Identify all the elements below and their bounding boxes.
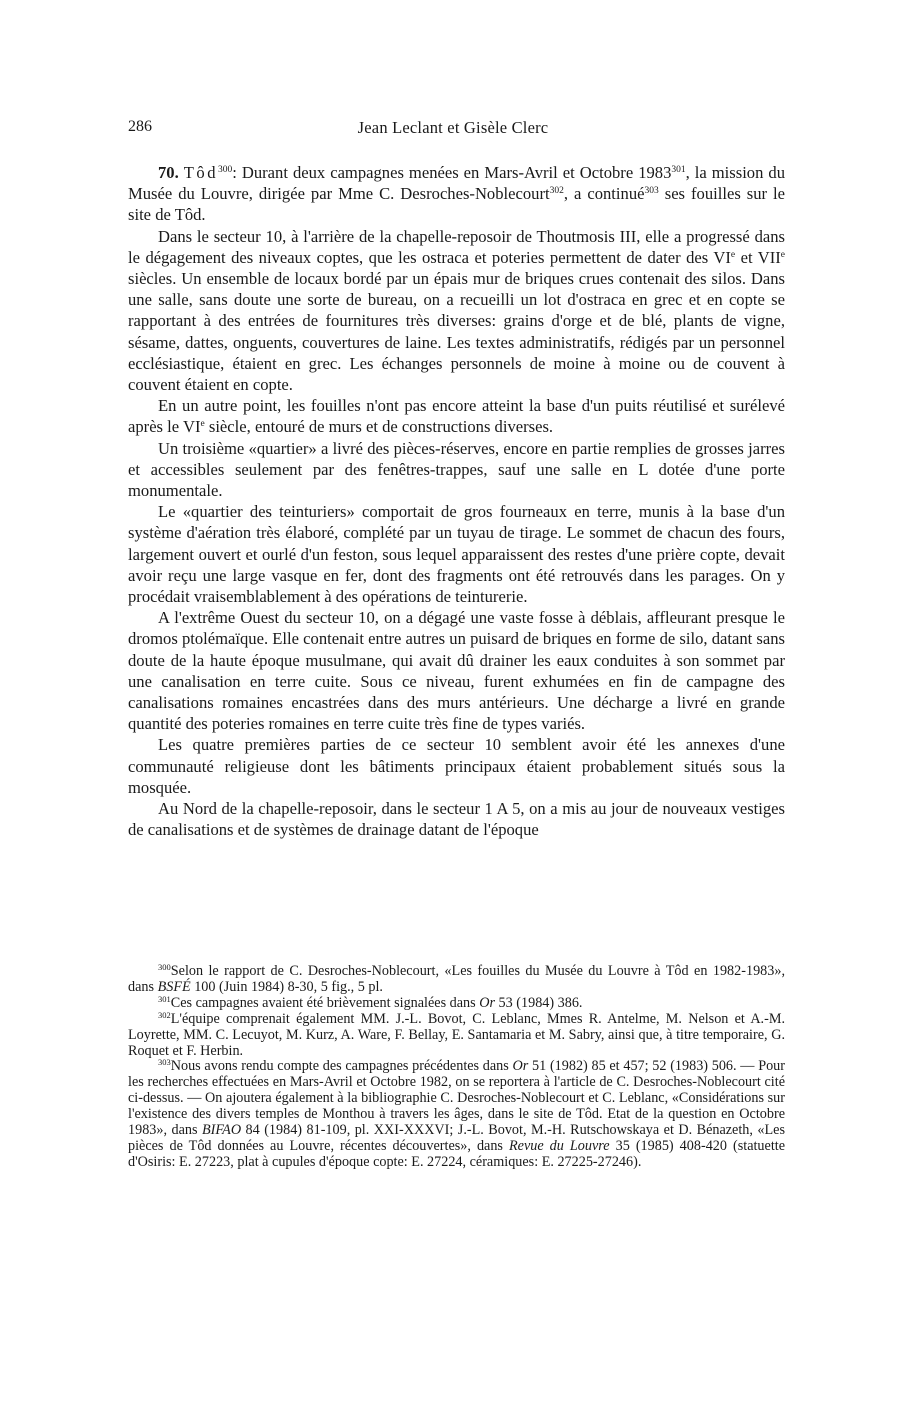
footnote-ref: 300 [218, 165, 233, 175]
journal-title: BIFAO [201, 1122, 242, 1139]
main-text [128, 162, 785, 841]
footnote-ref: 302 [549, 186, 564, 197]
footnote-number: 301 [158, 993, 171, 1004]
journal-title: BSFÉ [157, 978, 191, 995]
paragraph-text: , a continué [563, 184, 645, 204]
journal-title: Or [512, 1058, 529, 1075]
paragraph-text: , la mission du Musée du Louvre, dirigée par Mme C. Desroches-Noblecourt [128, 163, 786, 204]
footnote-text: 35 (1985) 408-420 (statuette d'Osiris: E. 27223, plat à cupules d'époque copte: E. 27224, céramiques: E. 27225-27246). [128, 1137, 786, 1170]
paragraph: Le «quartier des teinturiers» comportait de gros fourneaux en terre, munis à la base d'un système d'aération très élaboré, complété par un tuyau de tirage. Le sommet de chacun des fours, largement ouvert et ourlé d'un feston, sous lequel apparaissent des restes d'une prière copte, devait avoir reçu une large vasque en fer, dont des fragments ont été retrouvés dans les parages. On y procédait vraisemblablement à des opérations de teinturerie. [128, 502, 785, 607]
footnote-text: L'équipe comprenait également MM. J.-L. Bovot, C. Leblanc, Mmes R. Antelme, M. Nelson et A.-M. Loyrette, MM. C. Lecuyot, M. Kurz, A. Ware, F. Bellay, E. Santamaria et M. Sabry, ainsi que, à titre temporaire, G. Roquet et F. Herbin. [128, 1010, 785, 1059]
paragraph: Au Nord de la chapelle-reposoir, dans le secteur 1 A 5, on a mis au jour de nouveaux vestiges de canalisations et de systèmes de drainage datant de l'époque [128, 799, 785, 840]
paragraph: Les quatre premières parties de ce secteur 10 semblent avoir été les annexes d'une communauté religieuse dont les bâtiments principaux étaient probablement situés sous la mosquée. [128, 735, 785, 797]
footnote-ref: 301 [671, 165, 686, 175]
superscript: e [200, 419, 205, 430]
footnote-301 [128, 993, 785, 1012]
paragraph-70 [128, 162, 785, 226]
footnote-text: 53 (1984) 386. [495, 994, 583, 1011]
footnote-303 [128, 1059, 785, 1170]
footnote-text: 51 (1982) 85 et 457; 52 (1983) 506. — Pour les recherches effectuées en Mars-Avril et Octobre 1982, on se reportera à l'article de C. Desroches-Noblecourt cité ci-dessus. — On ajoutera également à la bibliographie C. Desroches-Noblecourt et C. Leblanc, «Considérations sur l'existence des divers temples de Monthou à travers les âges, dans le site de Tôd. Etat de la question en Octobre 1983», dans [128, 1058, 785, 1139]
journal-title: Or [479, 994, 495, 1011]
footnote-302 [128, 1009, 785, 1060]
running-head: Jean Leclant et Gisèle Clerc [357, 118, 549, 137]
paragraph [128, 226, 785, 396]
paragraph-text: Dans le secteur 10, à l'arrière de la chapelle-reposoir de Thoutmosis III, elle a progressé dans le dégagement des niveaux coptes, que les ostraca et poteries permettent de dater des VI [128, 226, 785, 267]
footnote-number: 303 [158, 1057, 171, 1068]
paragraph: Un troisième «quartier» a livré des pièces-réserves, encore en partie remplies de grosses jarres et accessibles seulement par des fenêtres-trappes, sauf une salle en L dotée d'une porte monumentale. [128, 438, 785, 501]
paragraph-text: siècle, entouré de murs et de constructions diverses. [204, 417, 554, 437]
journal-title: Revue du Louvre [509, 1137, 610, 1154]
footnotes [128, 964, 785, 1171]
footnote-text: Nous avons rendu compte des campagnes précédentes dans [170, 1058, 513, 1075]
superscript: e [780, 249, 785, 260]
paragraph-text: ses fouilles sur le site de Tôd. [128, 184, 786, 225]
footnote-text: Selon le rapport de C. Desroches-Noblecourt, «Les fouilles du Musée du Louvre à Tôd en 1982-1983», dans [128, 963, 785, 995]
paragraph-text: : Durant deux campagnes menées en Mars-Avril et Octobre 1983 [232, 163, 672, 182]
footnote-number: 300 [158, 962, 171, 972]
footnote-ref: 303 [644, 186, 659, 197]
superscript: e [730, 249, 736, 260]
footnote-number: 302 [158, 1009, 171, 1020]
paragraph: A l'extrême Ouest du secteur 10, on a dégagé une vaste fosse à déblais, affleurant presque le dromos ptolémaïque. Elle contenait entre autres un puisard de briques en forme de silo, datant sans doute de la haute époque musulmane, qui avait dû drainer les eaux conduites à son sommet par une canalisation en terre cuite. Sous ce niveau, furent exhumées en fin de campagne des canalisations romaines encastrées dans des murs antérieurs. Une décharge a livré en grande quantité des poteries romaines en terre cuite très fine de types variés. [128, 608, 785, 734]
paragraph [128, 395, 785, 437]
paragraph-text: et VII [735, 247, 781, 267]
footnote-300 [128, 964, 785, 996]
footnote-text: 100 (Juin 1984) 8-30, 5 fig., 5 pl. [190, 978, 383, 995]
page-number: 286 [128, 118, 152, 135]
page-header [0, 118, 906, 142]
section-number: 70. [158, 163, 179, 182]
footnote-text: 84 (1984) 81-109, pl. XXI-XXXVI; J.-L. Bovot, M.-H. Rutschowskaya et D. Bénazeth, «Les pièces de Tôd données au Louvre, récentes découvertes», dans [128, 1122, 785, 1154]
paragraph-text: siècles. Un ensemble de locaux bordé par un épais mur de briques crues contenait des silos. Dans une salle, sans doute une sorte de bureau, on a recueilli un lot d'ostraca en grec et en copte se rapportant à des entrées de fournitures très diverses: grains d'orge et de blé, plants de vigne, sésame, dattes, onguents, couvertures de laine. Les textes administratifs, rédigés par un personnel ecclésiastique, étaient en grec. Les échanges personnels de moine à moine ou de couvent à couvent étaient en copte. [128, 269, 785, 395]
paragraph-text: En un autre point, les fouilles n'ont pas encore atteint la base d'un puits réutilisé et surélevé après le VI [128, 396, 785, 437]
footnote-text: Ces campagnes avaient été brièvement signalées dans [170, 994, 480, 1011]
site-name: Tôd [183, 163, 218, 182]
